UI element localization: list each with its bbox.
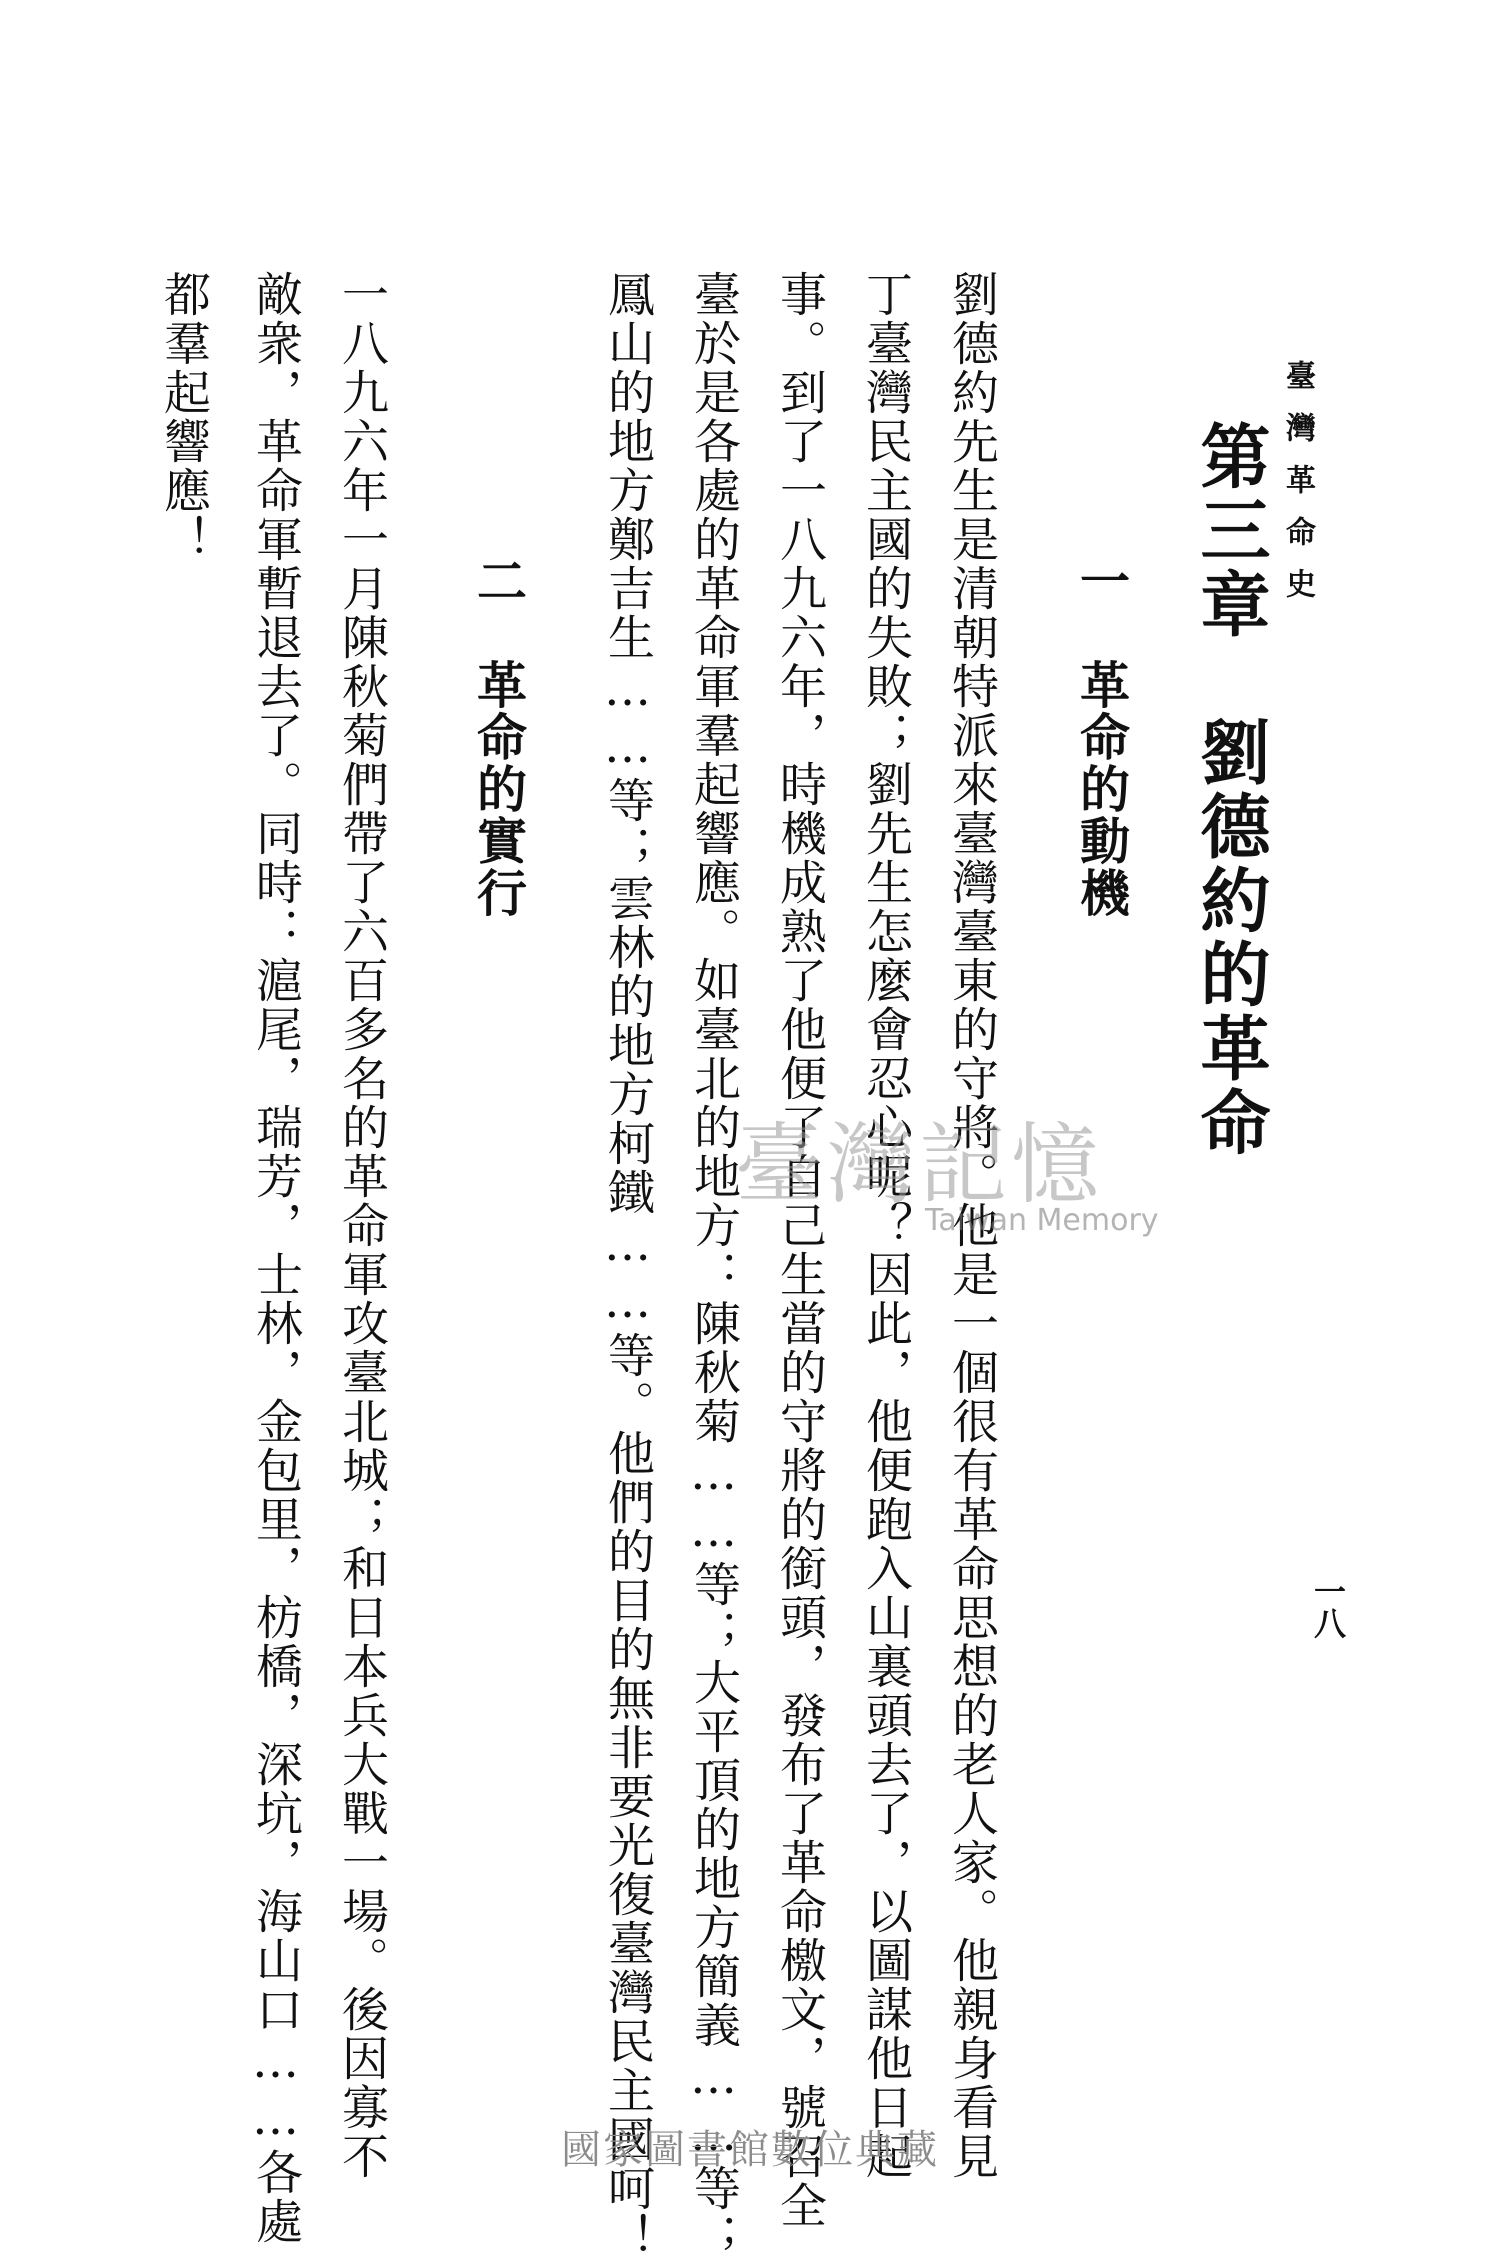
text-column: 劉德約先生是清朝特派來臺灣臺東的守將。他是一個很有革命思想的老人家。他親身看見	[944, 270, 999, 2181]
watermark-english: Taiwan Memory	[925, 1203, 1159, 1238]
text-column: 臺於是各處的革命軍羣起響應。如臺北的地方：陳秋菊……等；大平頂的地方簡義……等；	[686, 270, 741, 2262]
text-column: 事。到了一八九六年，時機成熟了他便了自己生當的守將的銜頭，發布了革命檄文，號召全	[772, 270, 827, 2230]
running-header: 臺灣革命史	[1280, 360, 1315, 620]
text-column: 都羣起響應！	[156, 270, 211, 564]
text-column: 一八九六年一月陳秋菊們帶了六百多名的革命軍攻臺北城；和日本兵大戰一場。後因寡不	[334, 270, 389, 2181]
watermark-chinese: 臺灣記憶	[735, 1113, 1104, 1216]
library-footer: 國家圖書館數位典藏	[561, 2127, 939, 2173]
taiwan-memory-watermark	[735, 1095, 1215, 1238]
section-heading-1: 一 革命的動機	[1072, 555, 1131, 919]
text-column: 丁臺灣民主國的失敗；劉先生怎麼會忍心呢？因此，他便跑入山裏頭去了，以圖謀他日起	[858, 270, 913, 2181]
text-column: 鳳山的地方鄭吉生……等；雲林的地方柯鐵……等。他們的目的無非要光復臺灣民主國呵！	[600, 270, 655, 2262]
section-heading-2: 二 革命的實行	[469, 555, 528, 919]
page-number: 一八	[1309, 1575, 1347, 1639]
text-column: 敵衆，革命軍暫退去了。同時：滬尾，瑞芳，士林，金包里，枋橋，深坑，海山口……各處	[248, 270, 303, 2246]
chapter-title: 第三章 劉德約的革命	[1189, 420, 1272, 1160]
